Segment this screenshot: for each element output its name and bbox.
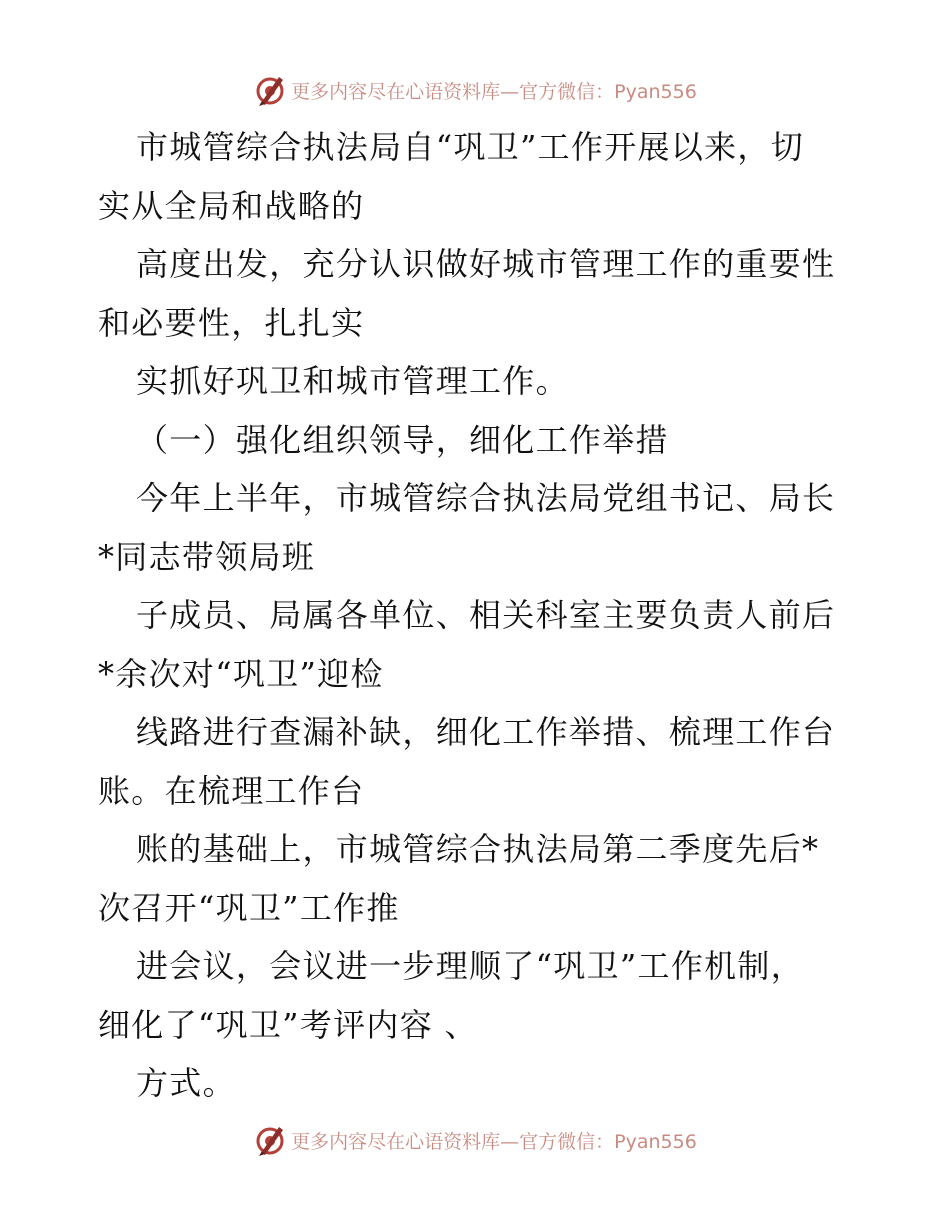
text-line: 线路进行查漏补缺，细化工作举措、梳理工作台 [136, 713, 836, 751]
text-line: 高度出发，充分认识做好城市管理工作的重要性 [136, 245, 836, 283]
text-line: 和必要性，扎扎实 [98, 303, 365, 342]
text-line: *余次对“巩卫”迎检 [98, 654, 384, 693]
wechat-id: Pyan556 [614, 80, 697, 103]
text-line: 账的基础上，市城管综合执法局第二季度先后* [136, 830, 820, 868]
text-line: 实抓好巩卫和城市管理工作。 [136, 362, 569, 400]
text-line: 子成员、局属各单位、相关科室主要负责人前后 [136, 596, 836, 634]
header-watermark [0, 70, 950, 110]
wechat-id: Pyan556 [614, 1130, 697, 1153]
text-line: 市城管综合执法局自“巩卫”工作开展以来，切 [136, 128, 805, 166]
pen-logo-icon [253, 1123, 287, 1157]
text-line: 细化了“巩卫”考评内容 、 [98, 1005, 478, 1044]
text-line: 次召开“巩卫”工作推 [98, 888, 400, 927]
document-body [98, 118, 858, 1113]
section-heading: （一）强化组织领导，细化工作举措 [136, 420, 669, 459]
watermark-text: 更多内容尽在心语资料库—官方微信：Pyan556 [291, 1130, 697, 1153]
footer-watermark [0, 1120, 950, 1160]
text-line: *同志带领局班 [98, 537, 316, 576]
pen-logo-icon [253, 73, 287, 107]
text-line: 进会议，会议进一步理顺了“巩卫”工作机制， [136, 947, 805, 985]
text-line: 方式。 [136, 1064, 236, 1102]
text-line: 今年上半年，市城管综合执法局党组书记、局长 [136, 479, 836, 517]
watermark-text: 更多内容尽在心语资料库—官方微信：Pyan556 [291, 80, 697, 103]
text-line: 实从全局和战略的 [98, 186, 365, 225]
text-line: 账。在梳理工作台 [98, 771, 365, 810]
